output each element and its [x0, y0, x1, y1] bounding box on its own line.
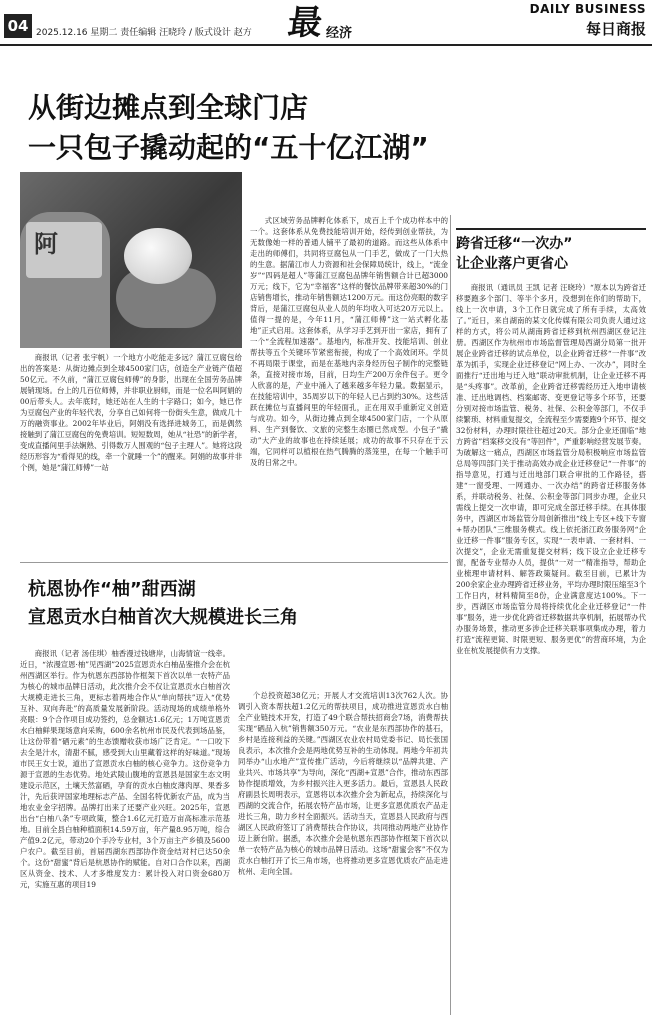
issue-line: 2025.12.16 星期二 责任编辑 汪晓玲 / 版式设计 赵方 — [36, 28, 252, 38]
story3-column-1 — [20, 648, 230, 1018]
side-headline — [456, 234, 646, 274]
main-headline-line1: 从街边摊点到全球门店 — [28, 91, 309, 124]
story3-text-2: 个总投资超38亿元；开展人才交流培训13次762人次。协调引入资本帮扶超1.2亿元的帮扶项目，成功推进宣恩贡水白柚全产业链技术开发，打造了49个联合帮扶招商会7场，消费帮扶实现“硒品入杭”销售额350万元。“农业是东西部协作的基石，乡村是连接利益的关键。”西湖区农业农村局党委书记、局长张国良表示，本次推介会是两地优势互补的生动体现。两地今年初共同举办“山水地产”宣传推广活动，今后将继续以“品牌共建、产业共兴、市场共享”为导向，深化“西湖+宣恩”合作，推动东西部协作提质增效，为乡村振兴注入更多活力。最后，宣恩县人民政府副县长周明表示，宣恩将以本次推介会为新起点，持续深化与西湖的交流合作，拓展农特产品市场，让更多宣恩优质农产品走进长三角，助力乡村全面振兴。活动当天，宣恩县人民政府与西湖区人民政府签订了消费帮扶合作协议，共同推动两地产业协作迈上新台阶。据悉，本次推介会是杭恩东西部协作框架下首次以单一农特产品为核心的城市品牌日活动。这场“甜蜜会客”不仅为贡水白柚打开了长三角市场，也将推动更多宣恩优质农产品走进杭州、走向全国。 — [238, 691, 448, 876]
side-story-bar — [456, 228, 646, 230]
story1-column-1 — [20, 352, 242, 550]
story3-text-1: 商报讯（记者 汤佳琪）柚香漫过钱塘岸，山海情谊一线牵。近日，“浓漫宣恩·柚”见西湖”2025宣恩贡水白柚品鉴推介会在杭州西湖区举行。作为杭恩东西部协作框架下首次以单一农特产品为核心的城市品牌日活动，此次推介会不仅让宣恩贡水白柚首次大规模走进长三角，更标志着两地合作从“单向帮扶”迈入“优势互补、双向奔赴”的高质量发展新阶段。活动现场的成绩单格外亮眼：9个合作项目成功签约，总金额达1.6亿元；1万吨宣恩贡水白柚鲜果现场意向采购，600余名杭州市民及代表到场品鉴，让这份带着“硒元素”的生态馈赠收获市场广泛肯定。“一口咬下去全是汁水，清甜不腻，感受到大山里藏着这样的好味道。”现场市民王女士说，道出了宣恩贡水白柚的核心竞争力。这份竞争力源于宣恩的生态优势。地处武陵山腹地的宣恩县是国家生态文明建设示范区，土壤天然富硒，孕育的贡水白柚皮薄肉厚、果香多汁，先后获评国家地理标志产品、全国名特优新农产品，成为当地农业金字招牌。品牌打出来了还要产业兴旺。2025年，宣恩出台“白柚八条”专项政策，整合1.6亿元打造万亩高标准示范基地。目前全县白柚种植面积14.59万亩，年产量8.95万吨，综合产值9.2亿元，带动20个手冷专业村，3个万亩主产乡镇及5600户农户。截至目前，首届西湖东西部协作资金结对村已达50余个。这份“甜蜜”背后是杭恩协作的赋能。自对口合作以来，西湖区从资金、技术、人才多维度发力：累计投入对口资金680万元，实施互惠的项目19 — [20, 649, 230, 889]
section-divider — [20, 562, 448, 563]
main-headline — [28, 88, 468, 168]
column-divider — [450, 215, 451, 1015]
column-mark: 最 — [285, 3, 325, 43]
second-headline — [28, 576, 448, 632]
photo-sign — [26, 222, 102, 278]
story1-column-2 — [250, 215, 448, 555]
story1-text-1: 商报讯（记者 张宇帆）一个地方小吃能走多远？蒲江豆腐包给出的答案是：从街边摊点到全球4500家门店，创造全产业链产值超50亿元。不久前，“蒲江豆腐包师傅”的身影，出现在全国劳务品牌展销现场。台上的几百位师傅，并非职业厨师，而是一位名叫阿娟的00后带头人。去年底时，她还站在人生的十字路口；如今，她已作为豆腐包产业的年轻代表，分享自己如何将一份街头生意，做成几十万的融资事业。2002年毕业后，阿娟没有选择进城务工，而是偶然接触到了蒲江豆腐包的免费培训。短短数周，她从“社恐”的新学者，变成直播间里手法娴熟、引得数万人围观的“包子主理人”。她将这段经历形容为“看得见的线，牵一个就睡一个”的醒来。阿娟的故事并非个例，她是“蒲江师傅”一站 — [20, 353, 242, 472]
masthead — [0, 0, 652, 48]
photo-bun — [124, 228, 192, 284]
story3-column-2 — [238, 690, 448, 1018]
brand-cn: 每日商报 — [585, 20, 646, 38]
photo-sign-text: 阿 — [34, 229, 58, 258]
story2-text: 商报讯（通讯员 王凯 记者 汪晓玲）“原本以为跨省迁移要跑多个部门、等半个多月，没想到在你们的帮助下，线上一次申请，3个工作日就完成了所有手续，太高效了。”近日，来自湖南的某文化传媒有限公司负责人通过这样的方式，将公司从湖南跨省迁移到杭州西湖区登记注册。西湖区作为杭州市市场监督管理局西湖分局第一批开展企业跨省迁移的试点单位，以企业跨省迁移“一件事”改革为抓手，实现企业迁移登记“网上办、一次办”，同时全面推行“迁出地与迁入地”联动审批机制，让企业迁移不再是“头疼事”。改革前，企业跨省迁移需经历迁入地申请核准、迁出地调档、档案邮寄、变更登记等多个环节，还要分别对接市场监管、税务、社保、公积金等部门，不仅手续繁琐、材料重复提交，全流程至少需要跑9个环节、提交32份材料，办理时限往往超过20天。部分企业还面临“地方跨省”档案移交没有“等回件”，严重影响经营发展节奏。为破解这一痛点，西湖区市场监管分局积极响应市场监管总局等四部门关于推动高效办成企业迁移登记“一件事”的指导意见，打通与迁出地部门联合审批的工作路径，搭建“一窗受理、一网通办、一次办结”的跨省迁移服务体系，并联动税务、社保、公积金等部门同步办理，企业只需线上提交一次申请，即可完成全部迁移手续。在具体服务中，西湖区市场监管分局创新推出“线上专区+线下专窗+帮办团队”三维服务模式。线上依托浙江政务服务网“企业迁移一件事”服务专区，实现“一表申请、一套材料、一次提交”，企业无需重复提交材料；线下设立企业迁移专窗，配备专业帮办人员，提供“一对一”精准指导，帮助企业梳理申请材料、解答政策疑问。截至目前，已累计为200余家企业办理跨省迁移业务，平均办理时限压缩至3个工作日内，材料精简至8份，企业满意度达100%。下一步，西湖区市场监管分局将持续优化企业迁移登记“一件事”服务，进一步优化跨省迁移数据共享机制，拓展帮办代办服务场景，推动更多涉企迁移关联事项集成办理，着力打造“流程更简、时限更短、服务更优”的营商环境，为企业在杭发展提供有力支撑。 — [456, 283, 646, 655]
side-headline-line2: 让企业落户更省心 — [456, 256, 568, 272]
story2-column — [456, 282, 646, 1018]
brand-en: DAILY BUSINESS — [529, 2, 646, 16]
story1-text-2: 式区域劳务品牌孵化体系下，成百上千个成功样本中的一个。这套体系从免费技能培训开始，经传到创业帮扶，为无数像她一样的普通人铺平了最初的道路。而这些从体系中走出的师傅们，共同将豆腐包从一门手艺，做成了一门大热的生意。据蒲江市人力资源和社会保障局统计，线上，“流金岁”“四码是超人”等蒲江豆腐包品牌年销售额合计已超3000万元；线下，它为“幸福客”这样的餐饮品牌带来超30%的门店销售增长，推动年销售额达1200万元。而这份亮眼的数字背后，是蒲江豆腐包从业人员的年均收入可达20万元以上。值得一提的是，今年11月，“蒲江师傅”这一站式孵化基地”正式启用。这套体系，从学习手艺到开出一家店，拥有了一个“全流程加速器”。基地内，标准开发、技能培训、创业帮扶等五个关键环节紧密衔接，构成了一个高效闭环。学员不再局限于课堂，而是在基地内亲身经历包子制作的完整链条，直接对接市场，目前，日均生产200万余件包子。更令人欣喜的是，产业中涌入了越来越多年轻力量。数据显示，在技能培训中，35周岁以下的年轻人已占到约30%。这些活跃在摊位与直播间里的年轻面孔，正在用双手重新定义创造与成功。如今，从街边摊点到全球4500家门店，一个从原料、生产到餐饮、文旅的完整生态圈已然成型。小包子“撬动”大产业的故事也在持续延展；成功的故事不只存在于云端，它同样可以植根在热气腾腾的蒸笼里，在每一个触手可及的日常之中。 — [250, 216, 448, 467]
second-headline-line1: 杭恩协作“柚”甜西湖 — [28, 579, 196, 600]
page-number: 04 — [4, 14, 32, 38]
second-headline-line2: 宣恩贡水白柚首次大规模进长三角 — [28, 607, 298, 628]
side-headline-line1: 跨省迁移“一次办” — [456, 236, 573, 252]
masthead-rule — [0, 44, 652, 46]
main-headline-line2: 一只包子撬动起的“五十亿江湖” — [28, 131, 429, 164]
column-name: 经济 — [326, 26, 353, 41]
news-photo — [20, 172, 242, 348]
